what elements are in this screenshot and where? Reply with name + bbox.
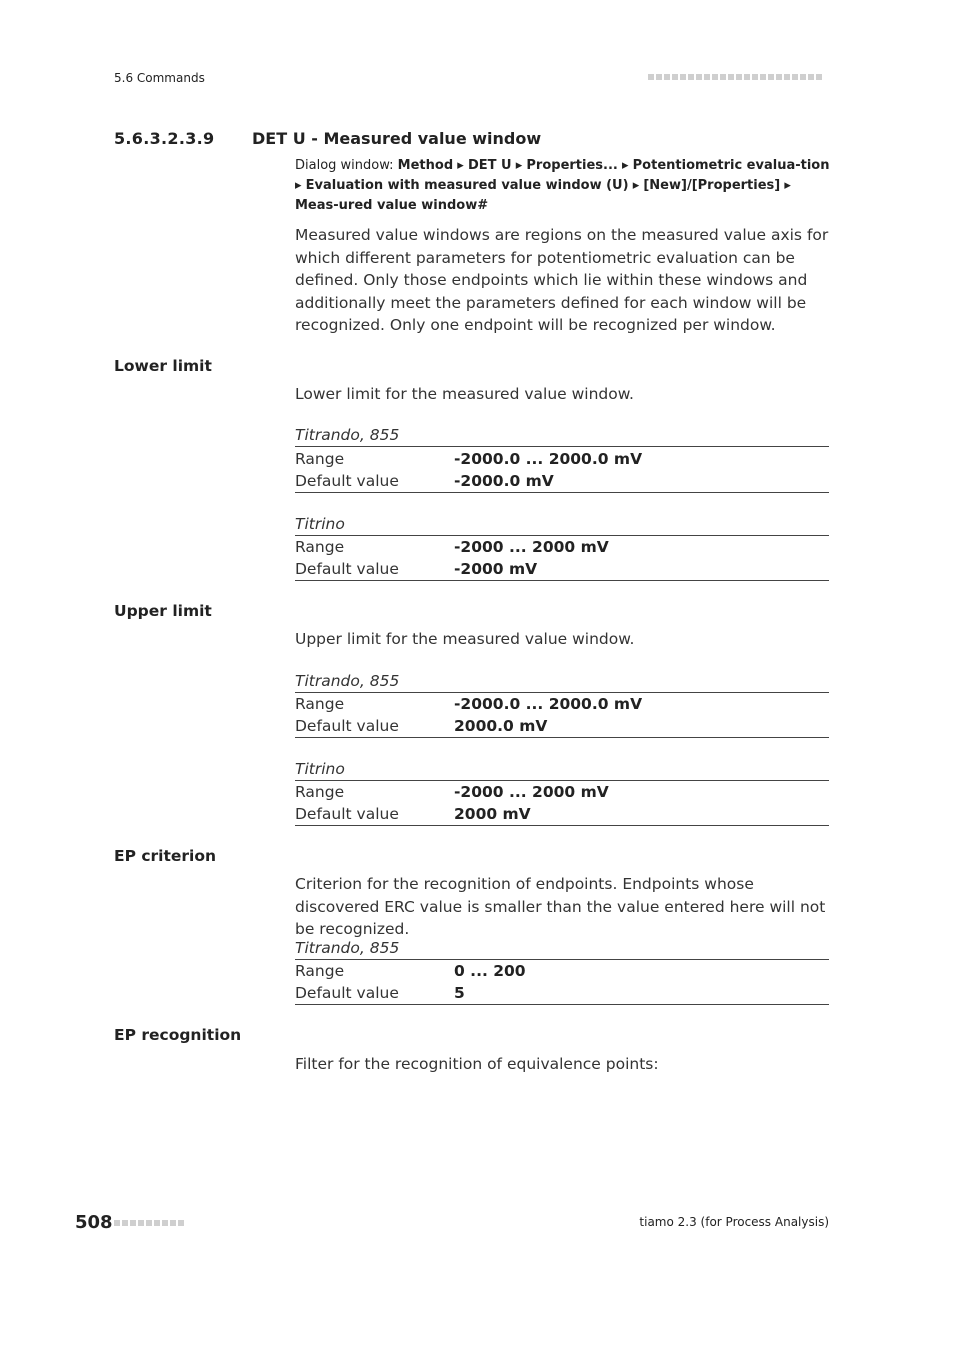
device-heading: Titrino bbox=[295, 759, 829, 781]
dialog-path-item: Properties... bbox=[526, 158, 618, 173]
row-key: Default value bbox=[295, 472, 399, 490]
table-row bbox=[295, 470, 829, 492]
row-value: -2000 mV bbox=[454, 560, 538, 578]
footer-decoration-dots bbox=[114, 1220, 184, 1226]
page-number: 508 bbox=[75, 1212, 113, 1233]
row-key: Range bbox=[295, 538, 345, 556]
param-table bbox=[295, 536, 829, 581]
row-value: -2000.0 ... 2000.0 mV bbox=[454, 695, 643, 713]
section-number: 5.6.3.2.3.9 bbox=[114, 129, 215, 148]
table-row bbox=[295, 803, 829, 825]
row-key: Default value bbox=[295, 805, 399, 823]
row-value: -2000 ... 2000 mV bbox=[454, 538, 609, 556]
row-value: 5 bbox=[454, 984, 465, 1002]
row-value: -2000 ... 2000 mV bbox=[454, 783, 609, 801]
dialog-path-item: [New]/[Properties] bbox=[643, 178, 781, 193]
triangle-icon: ▸ bbox=[515, 158, 523, 173]
device-heading: Titrando, 855 bbox=[295, 938, 829, 960]
device-heading: Titrando, 855 bbox=[295, 671, 829, 693]
dialog-path bbox=[295, 156, 831, 216]
param-description: Upper limit for the measured value window. bbox=[295, 630, 635, 648]
table-row bbox=[295, 982, 829, 1004]
param-label-upper-limit: Upper limit bbox=[114, 602, 212, 620]
param-description: Lower limit for the measured value window. bbox=[295, 385, 634, 403]
dialog-path-prefix: Dialog window: bbox=[295, 158, 398, 173]
triangle-icon: ▸ bbox=[632, 178, 640, 193]
param-table bbox=[295, 448, 829, 493]
param-table bbox=[295, 693, 829, 738]
triangle-icon: ▸ bbox=[457, 158, 464, 173]
triangle-icon: ▸ bbox=[784, 178, 791, 193]
row-value: -2000.0 ... 2000.0 mV bbox=[454, 450, 643, 468]
dialog-path-item: Method bbox=[397, 158, 454, 173]
param-label-ep-recognition: EP recognition bbox=[114, 1026, 242, 1044]
param-label-ep-criterion: EP criterion bbox=[114, 847, 217, 865]
header-decoration-dots bbox=[648, 74, 822, 80]
param-description: Filter for the recognition of equivalence points: bbox=[295, 1055, 659, 1073]
triangle-icon: ▸ bbox=[621, 158, 629, 173]
table-row bbox=[295, 448, 829, 470]
table-row bbox=[295, 960, 829, 982]
row-key: Range bbox=[295, 962, 345, 980]
intro-paragraph: Measured value windows are regions on the measured value axis for which different parameters for potentiometric evaluation can be defined. Only those endpoints which lie within these windows and additionally meet the parameters defined for each window will be recognized. Only one endpoint will be recognized per window. bbox=[295, 226, 829, 334]
dialog-path-item: Meas-ured value window# bbox=[295, 198, 489, 213]
dialog-path-item: Evaluation with measured value window (U) bbox=[305, 178, 629, 193]
table-row bbox=[295, 536, 829, 558]
row-value: -2000.0 mV bbox=[454, 472, 554, 490]
table-row bbox=[295, 715, 829, 737]
param-table bbox=[295, 781, 829, 826]
table-row bbox=[295, 781, 829, 803]
param-table bbox=[295, 960, 829, 1005]
device-heading: Titrando, 855 bbox=[295, 425, 829, 447]
row-key: Default value bbox=[295, 560, 399, 578]
row-key: Range bbox=[295, 695, 345, 713]
param-description: Criterion for the recognition of endpoints. Endpoints whose discovered ERC value is smaller than the value entered here will not be recognized. bbox=[295, 875, 826, 938]
dialog-path-item: Potentiometric evalua-tion bbox=[632, 158, 830, 173]
section-title: DET U - Measured value window bbox=[252, 129, 542, 148]
footer-product: tiamo 2.3 (for Process Analysis) bbox=[639, 1215, 829, 1229]
dialog-path-item: DET U bbox=[467, 158, 512, 173]
triangle-icon: ▸ bbox=[295, 178, 302, 193]
row-key: Range bbox=[295, 783, 345, 801]
row-value: 2000 mV bbox=[454, 805, 531, 823]
device-heading: Titrino bbox=[295, 514, 829, 536]
table-row bbox=[295, 693, 829, 715]
row-value: 0 ... 200 bbox=[454, 962, 526, 980]
row-key: Default value bbox=[295, 717, 399, 735]
row-key: Default value bbox=[295, 984, 399, 1002]
row-key: Range bbox=[295, 450, 345, 468]
param-label-lower-limit: Lower limit bbox=[114, 357, 212, 375]
row-value: 2000.0 mV bbox=[454, 717, 548, 735]
running-header-section: 5.6 Commands bbox=[114, 71, 205, 85]
table-row bbox=[295, 558, 829, 580]
